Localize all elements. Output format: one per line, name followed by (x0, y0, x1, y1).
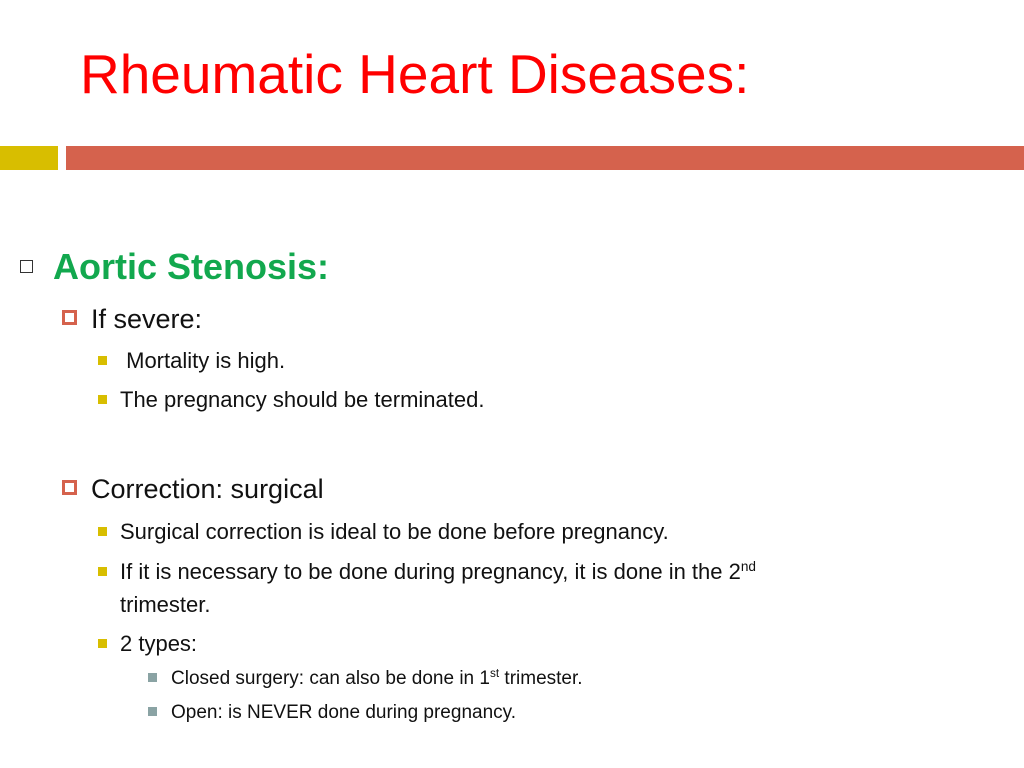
yellow-square-bullet-icon (98, 567, 107, 576)
section-label: Correction: surgical (91, 474, 324, 504)
sub-list-item-tail: trimester. (499, 668, 583, 689)
list-item-text: Surgical correction is ideal to be done before pregnancy. (120, 519, 669, 544)
list-item-text: 2 types: (120, 631, 198, 656)
yellow-square-bullet-icon (98, 639, 107, 648)
superscript-nd: nd (740, 558, 757, 574)
orange-square-bullet-icon (62, 310, 77, 325)
sub-list-item (148, 702, 516, 724)
list-item-text: The pregnancy should be terminated. (120, 387, 485, 412)
heading-aortic-stenosis (20, 246, 329, 288)
yellow-square-bullet-icon (98, 395, 107, 404)
superscript-st: st (489, 666, 500, 680)
list-item (98, 387, 484, 413)
list-item (98, 519, 669, 545)
list-item-text: If it is necessary to be done during pregnancy, it is done in the 2 (120, 559, 741, 584)
heading-text: Aortic Stenosis: (53, 246, 330, 287)
list-item-continuation: trimester. (120, 592, 211, 617)
section-correction (62, 474, 324, 505)
slide-title: Rheumatic Heart Diseases: (80, 43, 750, 105)
yellow-square-bullet-icon (98, 527, 107, 536)
list-item (98, 631, 197, 657)
sub-list-item-text: Closed surgery: can also be done in 1 (171, 668, 490, 689)
orange-square-bullet-icon (62, 480, 77, 495)
list-item (98, 348, 285, 374)
hollow-square-bullet-icon (20, 260, 33, 273)
section-if-severe (62, 304, 202, 335)
section-label: If severe: (91, 304, 203, 334)
yellow-square-bullet-icon (98, 356, 107, 365)
sub-list-item (148, 668, 583, 690)
sub-list-item-text: Open: is NEVER done during pregnancy. (171, 702, 517, 723)
gray-square-bullet-icon (148, 673, 157, 682)
list-item (98, 559, 756, 585)
list-item-text: Mortality is high. (120, 348, 286, 373)
gray-square-bullet-icon (148, 707, 157, 716)
